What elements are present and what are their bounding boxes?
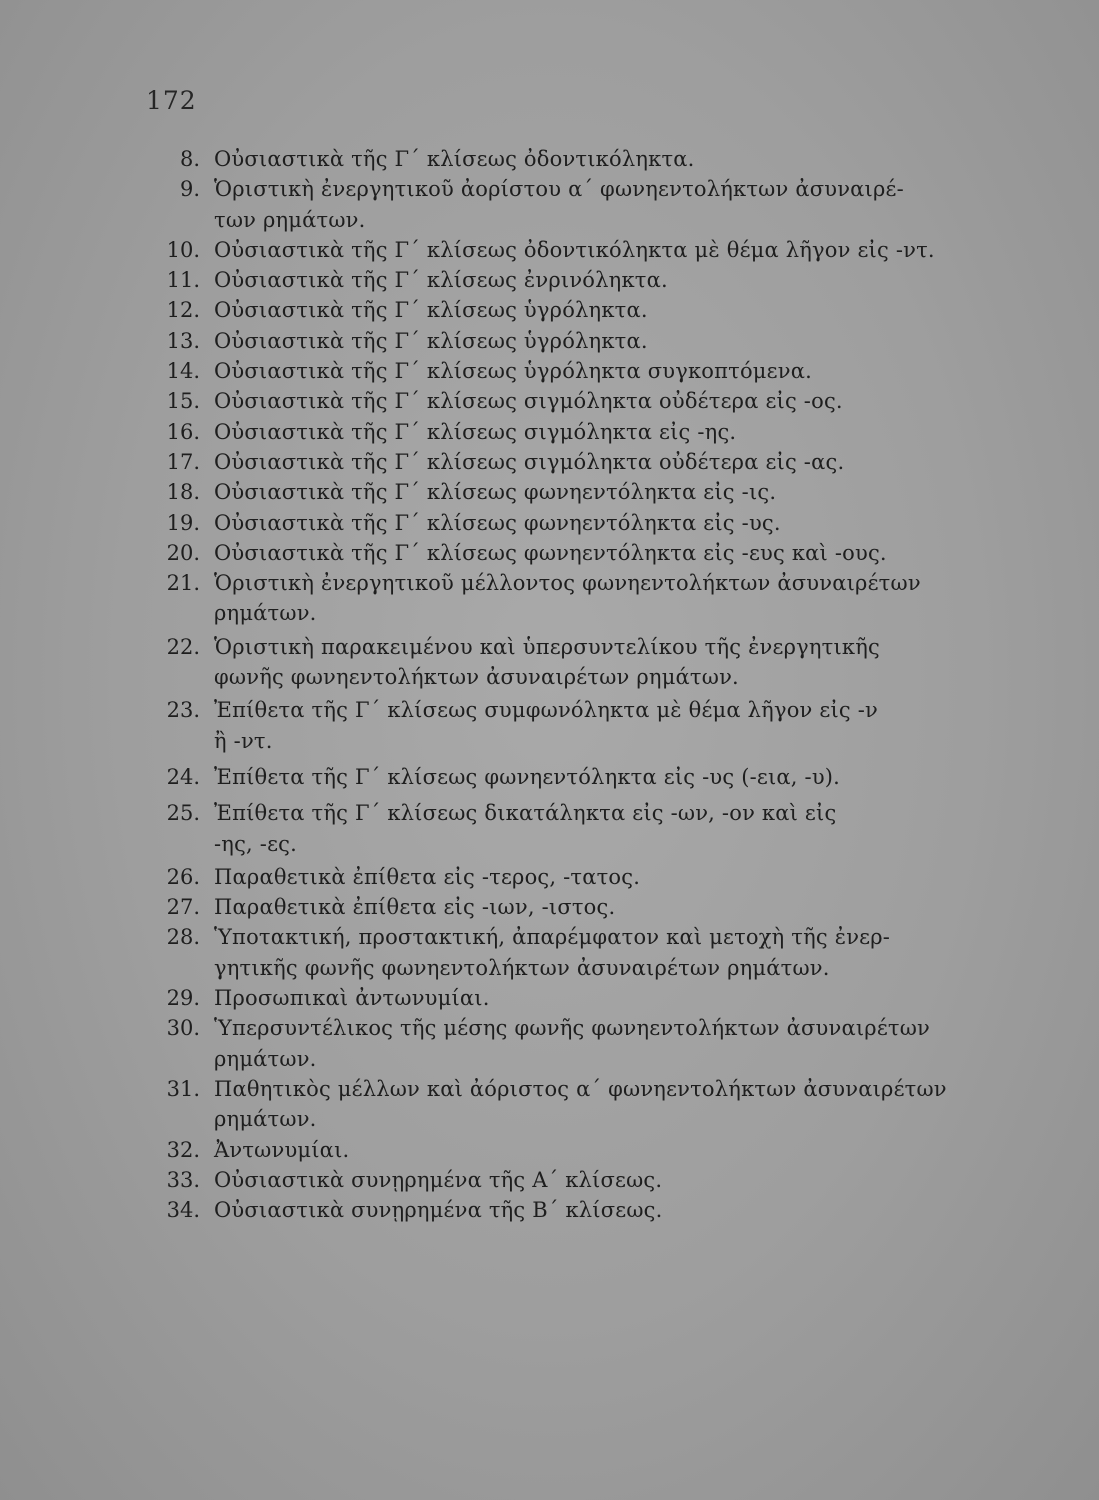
entry-number: 20. bbox=[166, 540, 200, 565]
entry-text: Οὐσιαστικὰ τῆς Γ΄ κλίσεως σιγμόληκτα εἰς -ης. bbox=[214, 419, 737, 444]
entry-number: 22. bbox=[166, 634, 200, 659]
entry-number: 19. bbox=[166, 510, 200, 535]
entry-text: Ἐπίθετα τῆς Γ΄ κλίσεως δικατάληκτα εἰς -ων, -ον καὶ εἰς -ης, -ες. bbox=[214, 801, 837, 856]
list-item bbox=[140, 295, 1040, 325]
entry-number: 10. bbox=[166, 237, 200, 262]
entry-number: 17. bbox=[166, 449, 200, 474]
entry-text: Παραθετικὰ ἐπίθετα εἰς -ιων, -ιστος. bbox=[214, 895, 616, 920]
entry-number: 8. bbox=[179, 147, 200, 171]
entry-text: Ἐπίθετα τῆς Γ΄ κλίσεως φωνηεντόληκτα εἰς -υς (-εια, -υ). bbox=[214, 764, 841, 789]
list-item bbox=[140, 477, 1040, 507]
entry-text: Οὐσιαστικὰ συνῃρημένα τῆς Β΄ κλίσεως. bbox=[214, 1198, 663, 1223]
entry-text: Ὑποτακτική, προστακτική, ἀπαρέμφατον καὶ μετοχὴ τῆς ἐνερ- γητικῆς φωνῆς φωνηεντολήκτων ἀσυναιρέτων ρημάτων. bbox=[214, 925, 891, 980]
list-item bbox=[140, 326, 1040, 356]
entry-text: Οὐσιαστικὰ τῆς Γ΄ κλίσεως φωνηεντόληκτα εἰς -υς. bbox=[214, 510, 781, 535]
entry-text: Ὑπερσυντέλικος τῆς μέσης φωνῆς φωνηεντολήκτων ἀσυναιρέτων ρημάτων. bbox=[214, 1016, 931, 1071]
entry-text: Οὐσιαστικὰ τῆς Γ΄ κλίσεως ὀδοντικόληκτα. bbox=[214, 147, 695, 171]
list-item bbox=[140, 417, 1040, 447]
entry-text: Ὁριστικὴ παρακειμένου καὶ ὑπερσυντελίκου τῆς ἐνεργητικῆς φωνῆς φωνηεντολήκτων ἀσυναιρέτων ρημάτων. bbox=[214, 634, 880, 690]
entry-number: 13. bbox=[166, 328, 200, 353]
list-item bbox=[140, 922, 1040, 983]
list-item bbox=[140, 356, 1040, 386]
list-item bbox=[140, 798, 1040, 859]
entry-text: Ἐπίθετα τῆς Γ΄ κλίσεως συμφωνόληκτα μὲ θέμα λῆγον εἰς -ν ἢ -ντ. bbox=[214, 698, 879, 753]
entry-text: Ἀντωνυμίαι. bbox=[214, 1137, 350, 1162]
entry-text: Οὐσιαστικὰ τῆς Γ΄ κλίσεως ὑγρόληκτα. bbox=[214, 298, 648, 323]
entry-number: 32. bbox=[166, 1137, 200, 1162]
entry-number: 26. bbox=[166, 864, 200, 889]
list-item bbox=[140, 862, 1040, 892]
list-item bbox=[140, 1135, 1040, 1165]
entry-text: Οὐσιαστικὰ συνῃρημένα τῆς Α΄ κλίσεως. bbox=[214, 1167, 663, 1192]
entry-number: 24. bbox=[166, 764, 200, 789]
list-item bbox=[140, 762, 1040, 792]
entry-number: 23. bbox=[166, 698, 200, 723]
entry-text: Οὐσιαστικὰ τῆς Γ΄ κλίσεως ὑγρόληκτα συγκοπτόμενα. bbox=[214, 359, 812, 384]
list-item bbox=[140, 983, 1040, 1013]
entry-number: 28. bbox=[166, 925, 200, 950]
list-item bbox=[140, 1074, 1040, 1135]
entry-text: Οὐσιαστικὰ τῆς Γ΄ κλίσεως ἐνρινόληκτα. bbox=[214, 268, 668, 293]
entry-number: 9. bbox=[179, 177, 200, 202]
entry-number: 21. bbox=[166, 571, 200, 596]
list-item bbox=[140, 695, 1040, 756]
entry-text: Οὐσιαστικὰ τῆς Γ΄ κλίσεως φωνηεντόληκτα εἰς -ευς καὶ -ους. bbox=[214, 540, 887, 565]
entry-number: 18. bbox=[166, 480, 200, 505]
entry-number: 30. bbox=[166, 1016, 200, 1041]
list-item bbox=[140, 235, 1040, 265]
entry-text: Προσωπικαὶ ἀντωνυμίαι. bbox=[214, 986, 490, 1011]
entry-text: Παθητικὸς μέλλων καὶ ἀόριστος α΄ φωνηεντολήκτων ἀσυναιρέτων ρημάτων. bbox=[214, 1076, 947, 1132]
entry-number: 27. bbox=[166, 895, 200, 920]
entry-number: 14. bbox=[166, 359, 200, 384]
entry-number: 25. bbox=[166, 801, 200, 826]
entry-text: Ὁριστικὴ ἐνεργητικοῦ μέλλοντος φωνηεντολήκτων ἀσυναιρέτων ρημάτων. bbox=[214, 571, 921, 626]
entry-number: 11. bbox=[166, 268, 200, 293]
list-item bbox=[140, 892, 1040, 922]
list-item bbox=[140, 1195, 1040, 1225]
entry-number: 16. bbox=[166, 419, 200, 444]
list-item bbox=[140, 508, 1040, 538]
list-item bbox=[140, 265, 1040, 295]
entry-number: 33. bbox=[166, 1167, 200, 1192]
entry-number: 31. bbox=[166, 1076, 200, 1101]
list-item bbox=[140, 1013, 1040, 1074]
entry-number: 15. bbox=[166, 389, 200, 414]
list-item bbox=[140, 386, 1040, 416]
entry-number: 12. bbox=[166, 298, 200, 323]
list-item bbox=[140, 174, 1040, 235]
page-number: 172 bbox=[146, 86, 197, 115]
entry-text: Οὐσιαστικὰ τῆς Γ΄ κλίσεως φωνηεντόληκτα εἰς -ις. bbox=[214, 480, 777, 505]
entry-number: 29. bbox=[166, 986, 200, 1011]
entry-text: Παραθετικὰ ἐπίθετα εἰς -τερος, -τατος. bbox=[214, 864, 641, 889]
entry-text: Οὐσιαστικὰ τῆς Γ΄ κλίσεως σιγμόληκτα οὐδέτερα εἰς -ος. bbox=[214, 389, 843, 414]
entry-text: Οὐσιαστικὰ τῆς Γ΄ κλίσεως ὑγρόληκτα. bbox=[214, 328, 648, 353]
entry-text: Οὐσιαστικὰ τῆς Γ΄ κλίσεως ὀδοντικόληκτα μὲ θέμα λῆγον εἰς -ντ. bbox=[214, 237, 935, 262]
entry-number: 34. bbox=[166, 1198, 200, 1223]
list-item bbox=[140, 538, 1040, 568]
list-item bbox=[140, 447, 1040, 477]
entry-text: Οὐσιαστικὰ τῆς Γ΄ κλίσεως σιγμόληκτα οὐδέτερα εἰς -ας. bbox=[214, 449, 845, 474]
entry-text: Ὁριστικὴ ἐνεργητικοῦ ἀορίστου α΄ φωνηεντολήκτων ἀσυναιρέ- των ρημάτων. bbox=[214, 177, 904, 232]
list-item bbox=[140, 1165, 1040, 1195]
list-item bbox=[140, 144, 1040, 174]
index-list bbox=[140, 144, 1040, 1225]
list-item bbox=[140, 568, 1040, 629]
list-item bbox=[140, 632, 1040, 693]
